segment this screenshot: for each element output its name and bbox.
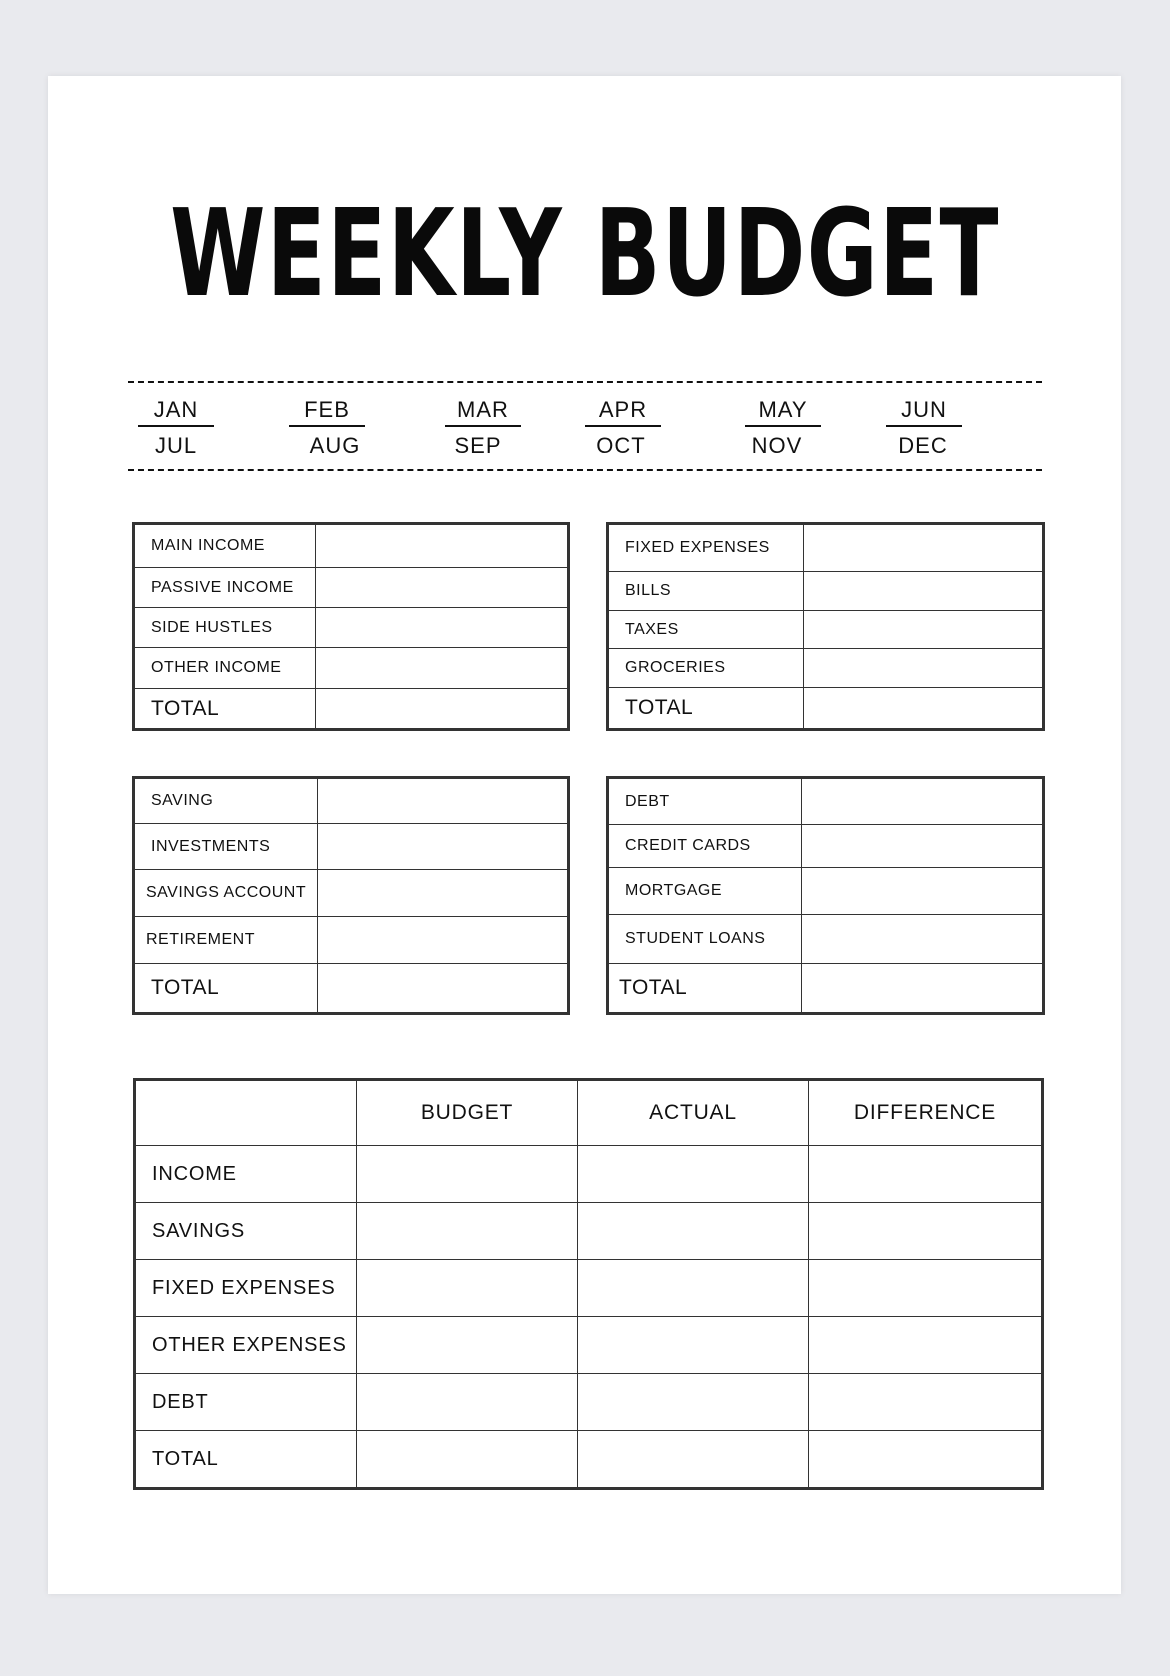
row-label: SAVING [134,778,318,824]
total-cell[interactable] [318,964,569,1014]
month-apr[interactable]: APR [585,397,661,427]
table-row [608,688,1044,730]
value-cell[interactable] [316,608,569,648]
row-label: DEBT [135,1374,357,1431]
row-label: PASSIVE INCOME [134,568,316,608]
value-cell[interactable] [318,917,569,964]
budget-cell[interactable] [357,1146,578,1203]
actual-total-cell[interactable] [578,1431,809,1489]
total-cell[interactable] [804,688,1044,730]
month-sep[interactable]: SEP [454,433,502,458]
table-row [134,778,569,824]
row-label: INVESTMENTS [134,824,318,870]
total-label: TOTAL [608,688,804,730]
saving-table [132,776,570,1015]
row-label: OTHER EXPENSES [135,1317,357,1374]
table-row [135,1431,1043,1489]
row-label: DEBT [608,778,802,825]
difference-column-header: DIFFERENCE [809,1080,1043,1146]
difference-cell[interactable] [809,1146,1043,1203]
budget-cell[interactable] [357,1260,578,1317]
table-row [608,649,1044,688]
table-row [135,1317,1043,1374]
month-jul[interactable]: JUL [154,433,198,458]
difference-cell[interactable] [809,1260,1043,1317]
actual-cell[interactable] [578,1146,809,1203]
row-label: RETIREMENT [134,917,318,964]
month-may[interactable]: MAY [745,397,821,427]
actual-cell[interactable] [578,1260,809,1317]
summary-table [133,1078,1044,1490]
table-row [134,568,569,608]
value-cell[interactable] [802,778,1044,825]
budget-cell[interactable] [357,1317,578,1374]
expenses-table [606,522,1045,731]
difference-cell[interactable] [809,1374,1043,1431]
actual-column-header: ACTUAL [578,1080,809,1146]
table-row [134,824,569,870]
table-row [135,1146,1043,1203]
value-cell[interactable] [804,611,1044,649]
actual-cell[interactable] [578,1203,809,1260]
table-row [134,648,569,689]
table-row [608,825,1044,868]
month-nov[interactable]: NOV [751,433,803,458]
value-cell[interactable] [316,524,569,568]
row-label: STUDENT LOANS [608,915,802,964]
total-cell[interactable] [802,964,1044,1014]
table-row [608,524,1044,572]
row-label: SIDE HUSTLES [134,608,316,648]
value-cell[interactable] [318,870,569,917]
row-label: MAIN INCOME [134,524,316,568]
actual-cell[interactable] [578,1317,809,1374]
value-cell[interactable] [318,824,569,870]
value-cell[interactable] [316,568,569,608]
month-jan[interactable]: JAN [138,397,214,427]
row-label: SAVINGS ACCOUNT [134,870,318,917]
table-row [135,1203,1043,1260]
table-row [608,572,1044,611]
table-row [608,868,1044,915]
row-label: CREDIT CARDS [608,825,802,868]
difference-cell[interactable] [809,1203,1043,1260]
table-row [608,778,1044,825]
total-label: TOTAL [134,689,316,730]
difference-total-cell[interactable] [809,1431,1043,1489]
table-row [134,689,569,730]
table-row [135,1260,1043,1317]
table-row [135,1374,1043,1431]
budget-cell[interactable] [357,1203,578,1260]
month-divider-top [128,381,1042,383]
difference-cell[interactable] [809,1317,1043,1374]
value-cell[interactable] [802,825,1044,868]
budget-cell[interactable] [357,1374,578,1431]
row-label: MORTGAGE [608,868,802,915]
budget-column-header: BUDGET [357,1080,578,1146]
table-row [134,917,569,964]
table-row [134,524,569,568]
table-row [134,964,569,1014]
value-cell[interactable] [802,915,1044,964]
month-jun[interactable]: JUN [886,397,962,427]
month-dec[interactable]: DEC [898,433,948,458]
page-title: WEEKLY BUDGET [170,185,1000,324]
value-cell[interactable] [804,649,1044,688]
table-row [134,870,569,917]
month-feb[interactable]: FEB [289,397,365,427]
row-label: FIXED EXPENSES [135,1260,357,1317]
row-label: FIXED EXPENSES [608,524,804,572]
table-row [608,915,1044,964]
table-row [608,611,1044,649]
value-cell[interactable] [804,524,1044,572]
total-cell[interactable] [316,689,569,730]
month-oct[interactable]: OCT [596,433,646,458]
total-label: TOTAL [134,964,318,1014]
month-mar[interactable]: MAR [445,397,521,427]
value-cell[interactable] [316,648,569,689]
income-table [132,522,570,731]
value-cell[interactable] [318,778,569,824]
row-label: TAXES [608,611,804,649]
table-row [608,964,1044,1014]
value-cell[interactable] [804,572,1044,611]
debt-table [606,776,1045,1015]
budget-total-cell[interactable] [357,1431,578,1489]
summary-corner-header [135,1080,357,1146]
table-row [134,608,569,648]
month-aug[interactable]: AUG [309,433,361,458]
month-divider-bottom [128,469,1042,471]
total-label: TOTAL [608,964,802,1014]
row-label: GROCERIES [608,649,804,688]
summary-header-row [135,1080,1043,1146]
row-label: BILLS [608,572,804,611]
row-label: OTHER INCOME [134,648,316,689]
actual-cell[interactable] [578,1374,809,1431]
total-label: TOTAL [135,1431,357,1489]
row-label: SAVINGS [135,1203,357,1260]
value-cell[interactable] [802,868,1044,915]
row-label: INCOME [135,1146,357,1203]
